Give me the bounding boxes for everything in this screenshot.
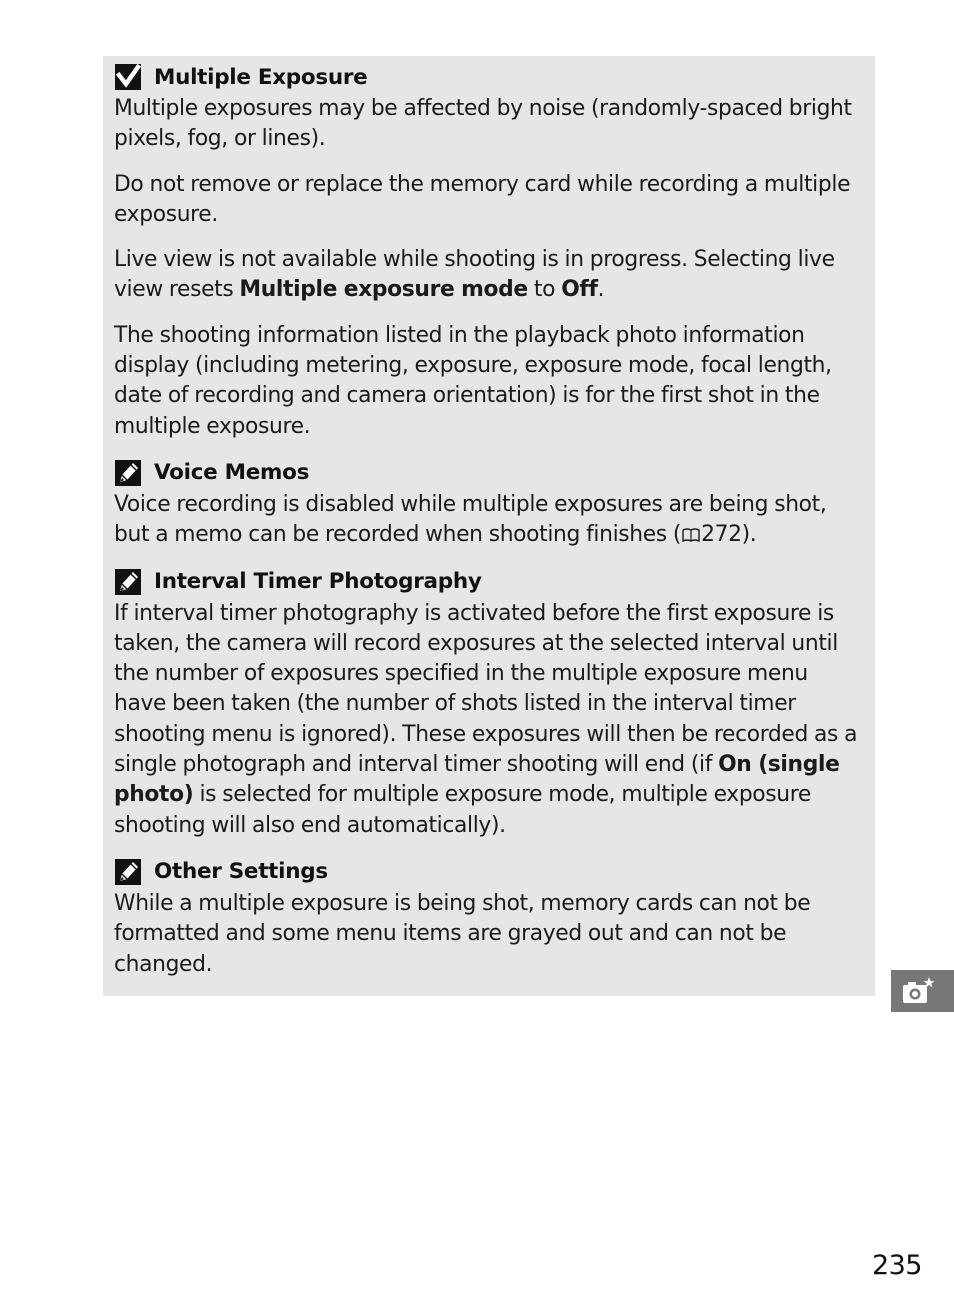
note-heading — [114, 60, 861, 94]
section-other-settings — [114, 855, 861, 980]
paragraph: Do not remove or replace the memory card while recording a multiple exposure. — [114, 171, 851, 227]
paragraph: The shooting information listed in the playback photo information display (including metering, exposure, exposure mode, focal length, date of recording and camera orientation) is for the first shot in the multiple exposure. — [114, 322, 832, 439]
text-run: ). — [741, 522, 757, 548]
section-voice-memos — [114, 456, 861, 551]
page-number: 235 — [871, 1250, 922, 1281]
paragraph — [114, 599, 861, 841]
text-run: is selected for multiple exposure mode, multiple exposure shooting will also end automatically). — [114, 782, 811, 838]
section-title: Other Settings — [154, 859, 328, 885]
pencil-note-icon — [114, 568, 142, 596]
section-title: Interval Timer Photography — [154, 569, 482, 595]
page-reference-book-icon — [681, 527, 701, 543]
note-heading — [114, 855, 861, 889]
pencil-note-icon — [114, 459, 142, 487]
caution-check-icon — [114, 63, 142, 91]
paragraph — [114, 490, 861, 551]
section-interval-timer — [114, 565, 861, 841]
chapter-tab[interactable] — [891, 970, 954, 1012]
text-run: to — [527, 277, 562, 303]
paragraph: While a multiple exposure is being shot, memory cards can not be formatted and some menu items are grayed out and can not be changed. — [114, 890, 811, 977]
camera-shooting-menu-icon — [901, 976, 935, 1006]
menu-value: Off — [561, 277, 598, 303]
paragraph: Multiple exposures may be affected by noise (randomly-spaced bright pixels, fog, or lines). — [114, 96, 852, 152]
text-run: . — [597, 277, 605, 303]
note-heading — [114, 565, 861, 599]
section-title: Multiple Exposure — [154, 64, 368, 90]
text-run: Voice recording is disabled while multiple exposures are being shot, but a memo can be recorded when shooting finishes ( — [114, 491, 827, 548]
menu-value: On (single photo) — [114, 752, 840, 808]
note-heading — [114, 456, 861, 490]
menu-term: Multiple exposure mode — [239, 277, 528, 303]
paragraph — [114, 245, 861, 306]
text-run: Live view is not available while shooting is in progress. Selecting live view resets — [114, 247, 835, 303]
pencil-note-icon — [114, 858, 142, 886]
text-run: If interval timer photography is activated before the first exposure is taken, the camera will record exposures at the selected interval until the number of exposures specified in the multiple exposure menu have been taken (the number of shots listed in the interval timer shooting menu is ignored). These exposures will then be recorded as a single photograph and interval timer shooting will end (if — [114, 600, 858, 778]
notes-panel — [103, 56, 875, 996]
section-title: Voice Memos — [154, 460, 310, 486]
page-reference: 272 — [701, 522, 742, 548]
section-multiple-exposure — [114, 60, 861, 442]
